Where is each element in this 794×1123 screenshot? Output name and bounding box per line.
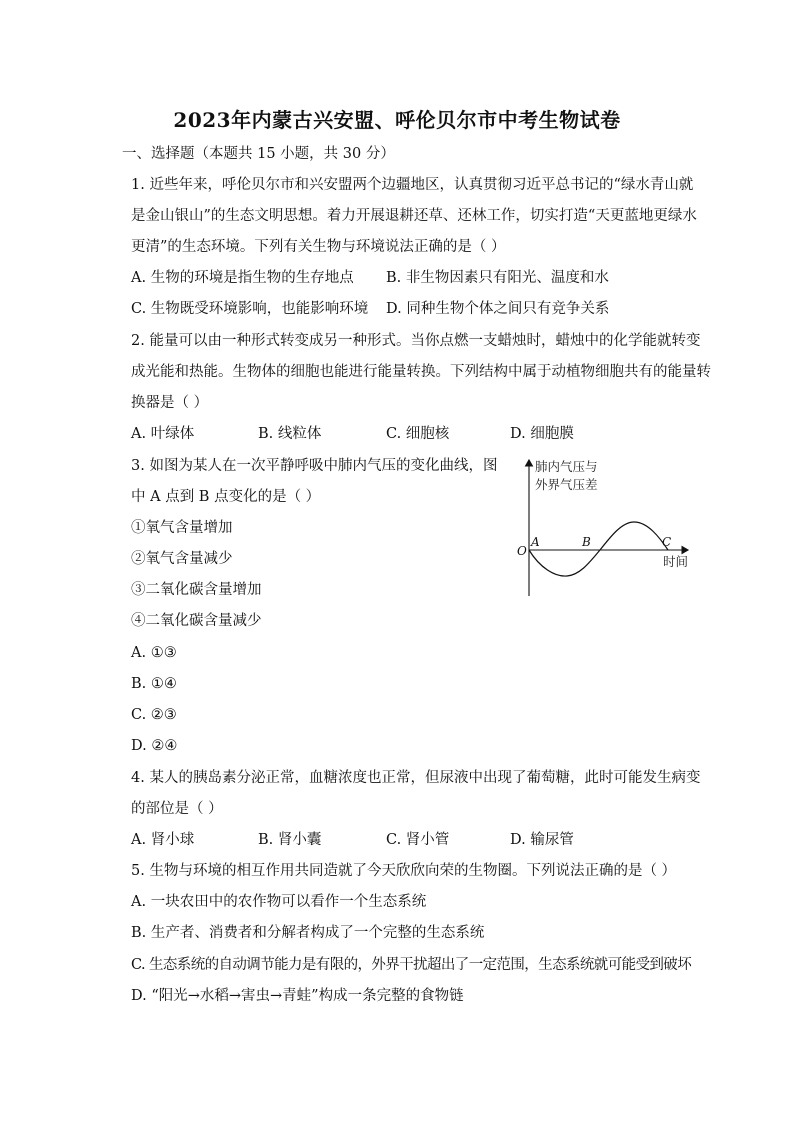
question-1-option-d: D. 同种生物个体之间只有竞争关系 [386,301,610,317]
question-4-option-d: D. 输尿管 [510,832,574,848]
x-axis-label: 时间 [663,554,689,569]
question-3-option-c: C. ②③ [131,707,177,723]
question-2-text-line-2: 成光能和热能。生物体的细胞也能进行能量转换。下列结构中属于动植物细胞共有的能量转 [131,364,711,380]
y-axis-label-line-2: 外界气压差 [535,477,598,492]
pressure-curve [529,522,668,576]
question-4-text-line-1: 4. 某人的胰岛素分泌正常，血糖浓度也正常，但尿液中出现了葡萄糖，此时可能发生病变 [131,770,701,786]
question-3-option-b: B. ①④ [131,676,177,692]
question-4-text-line-2: 的部位是（ ） [131,801,223,817]
question-4-option-c: C. 肾小管 [386,832,450,848]
question-1-text-line-2: 是金山银山”的生态文明思想。着力开展退耕还草、还林工作，切实打造“天更蓝地更绿水 [131,208,697,224]
question-2-text-line-3: 换器是（ ） [131,395,209,411]
question-5-option-a: A. 一块农田中的农作物可以看作一个生态系统 [131,894,427,910]
question-5-text-line-1: 5. 生物与环境的相互作用共同造就了今天欣欣向荣的生物圈。下列说法正确的是（ ） [131,863,677,879]
pressure-curve-figure [510,456,700,601]
origin-label: O [517,544,527,558]
pressure-curve-svg [510,456,700,601]
question-4-option-a: A. 肾小球 [131,832,195,848]
question-1-option-a: A. 生物的环境是指生物的生存地点 [131,270,354,286]
question-2-option-d: D. 细胞膜 [510,426,574,442]
question-5-option-d: D. “阳光→水稻→害虫→青蛙”构成一条完整的食物链 [131,988,464,1004]
question-3-option-a: A. ①③ [131,645,177,661]
question-2-option-b: B. 线粒体 [258,426,322,442]
section-heading: 一、选择题（本题共 15 小题，共 30 分） [122,146,395,162]
question-5-option-b: B. 生产者、消费者和分解者构成了一个完整的生态系统 [131,925,485,941]
question-4-option-b: B. 肾小囊 [258,832,322,848]
question-3-statement-1: ①氧气含量增加 [131,520,233,536]
question-5-option-c: C. 生态系统的自动调节能力是有限的，外界干扰超出了一定范围，生态系统就可能受到破坏 [131,957,692,973]
exam-title: 2023年内蒙古兴安盟、呼伦贝尔市中考生物试卷 [173,108,621,132]
point-a-label: A [531,535,540,549]
question-2-option-a: A. 叶绿体 [131,426,195,442]
question-3-text-line-2: 中 A 点到 B 点变化的是（ ） [131,489,321,505]
question-1-option-b: B. 非生物因素只有阳光、温度和水 [386,270,609,286]
question-3-text-line-1: 3. 如图为某人在一次平静呼吸中肺内气压的变化曲线，图 [131,458,498,474]
question-3-statement-4: ④二氧化碳含量减少 [131,613,262,629]
question-3-statement-3: ③二氧化碳含量增加 [131,582,262,598]
question-1-option-c: C. 生物既受环境影响，也能影响环境 [131,301,369,317]
question-1-text-line-3: 更清”的生态环境。下列有关生物与环境说法正确的是（ ） [131,239,506,255]
point-c-label: C [662,535,672,549]
question-1-text-line-1: 1. 近些年来，呼伦贝尔市和兴安盟两个边疆地区，认真贯彻习近平总书记的“绿水青山就 [131,177,694,193]
y-axis-label-line-1: 肺内气压与 [535,459,598,474]
point-b-label: B [582,535,591,549]
question-2-text-line-1: 2. 能量可以由一种形式转变成另一种形式。当你点燃一支蜡烛时，蜡烛中的化学能就转变 [131,333,701,349]
question-2-option-c: C. 细胞核 [386,426,450,442]
question-3-statement-2: ②氧气含量减少 [131,551,233,567]
question-3-option-d: D. ②④ [131,738,178,754]
